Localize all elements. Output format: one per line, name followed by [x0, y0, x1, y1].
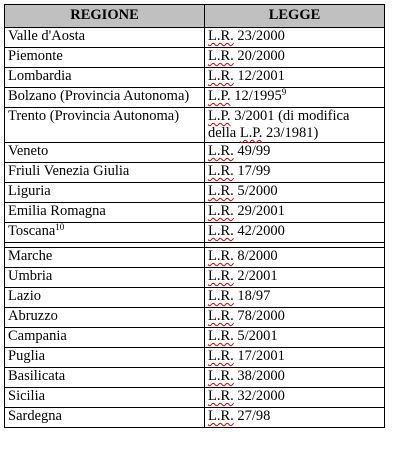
law-cell	[205, 163, 385, 183]
region-name: Bolzano (Provincia Autonoma)	[8, 88, 190, 104]
law-number: 12/1995	[230, 88, 282, 104]
table-row	[5, 368, 385, 388]
law-prefix: L.R.	[208, 163, 234, 179]
region-cell	[5, 68, 205, 88]
footnote-ref: 10	[55, 222, 65, 232]
law-number: 42/2000	[233, 223, 285, 239]
region-name: Emilia Romagna	[8, 203, 106, 219]
region-name: Piemonte	[8, 48, 63, 64]
law-number: 17/99	[233, 163, 271, 179]
law-prefix: L.R.	[208, 48, 234, 64]
law-prefix: L.R.	[208, 28, 234, 44]
table-row	[5, 268, 385, 288]
regional-laws-table-wrapper	[4, 4, 385, 428]
law-number: 20/2000	[233, 48, 285, 64]
law-cell	[205, 248, 385, 268]
law-cell	[205, 28, 385, 48]
region-name: Liguria	[8, 183, 51, 199]
region-name: Veneto	[8, 143, 49, 159]
law-prefix: L.R.	[208, 328, 234, 344]
law-prefix: L.R.	[208, 308, 234, 324]
region-name: Friuli Venezia Giulia	[8, 163, 130, 179]
law-prefix: L.R.	[208, 203, 234, 219]
region-cell	[5, 48, 205, 68]
law-cell	[205, 203, 385, 223]
law-prefix: L.R.	[208, 388, 234, 404]
region-name: Umbria	[8, 268, 53, 284]
table-group-1	[5, 28, 385, 243]
table-row	[5, 248, 385, 268]
law-cell	[205, 183, 385, 203]
table-row	[5, 28, 385, 48]
footnote-ref: 9	[281, 87, 287, 97]
region-cell	[5, 288, 205, 308]
law-cell	[205, 268, 385, 288]
table-row	[5, 408, 385, 428]
law-number: 49/99	[233, 143, 271, 159]
law-prefix: L.R.	[208, 143, 234, 159]
law-number: 5/2000	[233, 183, 278, 199]
law-prefix: L.R.	[208, 183, 234, 199]
law-cell	[205, 388, 385, 408]
law-number: 27/98	[233, 408, 271, 424]
region-name: Abruzzo	[8, 308, 58, 324]
header-regione: REGIONE	[5, 5, 205, 28]
region-name: Campania	[8, 328, 67, 344]
law-prefix: L.R.	[208, 68, 234, 84]
law-prefix: L.P.	[208, 88, 231, 104]
law-cell	[205, 408, 385, 428]
region-name: Basilicata	[8, 368, 66, 384]
region-name: Toscana	[8, 223, 56, 239]
law-prefix: L.R.	[208, 223, 234, 239]
region-name: Valle d'Aosta	[8, 28, 86, 44]
law-prefix: L.P.	[208, 108, 231, 124]
region-cell	[5, 28, 205, 48]
law-number: 8/2000	[233, 248, 278, 264]
table-row	[5, 108, 385, 143]
region-cell	[5, 223, 205, 243]
table-group-2	[5, 248, 385, 428]
region-cell	[5, 308, 205, 328]
table-row	[5, 288, 385, 308]
law-number: 38/2000	[233, 368, 285, 384]
law-cell	[205, 223, 385, 243]
law-cell	[205, 143, 385, 163]
law-cell	[205, 88, 385, 108]
region-cell	[5, 203, 205, 223]
law-cell	[205, 288, 385, 308]
law-cell	[205, 328, 385, 348]
law-number: 5/2001	[233, 328, 278, 344]
table-row	[5, 143, 385, 163]
region-name: Lombardia	[8, 68, 72, 84]
table-row	[5, 48, 385, 68]
law-cell	[205, 48, 385, 68]
law-prefix: L.R.	[208, 368, 234, 384]
region-cell	[5, 268, 205, 288]
region-cell	[5, 183, 205, 203]
region-cell	[5, 408, 205, 428]
region-cell	[5, 328, 205, 348]
region-cell	[5, 108, 205, 143]
law-number: 23/1981)	[262, 125, 319, 141]
region-cell	[5, 388, 205, 408]
region-cell	[5, 368, 205, 388]
law-prefix: L.R.	[208, 248, 234, 264]
table-row	[5, 308, 385, 328]
law-number: 2/2001	[233, 268, 278, 284]
law-cell	[205, 368, 385, 388]
header-legge: LEGGE	[205, 5, 385, 28]
table-row	[5, 163, 385, 183]
table-row	[5, 68, 385, 88]
law-number: 12/2001	[233, 68, 285, 84]
law-prefix: L.P.	[239, 125, 263, 141]
region-name: Sicilia	[8, 388, 46, 404]
law-cell	[205, 348, 385, 368]
region-name: Lazio	[8, 288, 42, 304]
law-number: 3/2001 (di modifica	[230, 108, 350, 124]
law-continuation: della	[208, 125, 240, 141]
regional-laws-table	[4, 4, 385, 428]
law-number: 32/2000	[233, 388, 285, 404]
law-prefix: L.R.	[208, 288, 234, 304]
table-row	[5, 203, 385, 223]
table-row	[5, 183, 385, 203]
law-prefix: L.R.	[208, 348, 234, 364]
law-number: 18/97	[233, 288, 271, 304]
region-cell	[5, 163, 205, 183]
table-row	[5, 223, 385, 243]
table-row	[5, 388, 385, 408]
region-cell	[5, 248, 205, 268]
law-cell	[205, 108, 385, 143]
table-row	[5, 88, 385, 108]
region-name: Trento (Provincia Autonoma)	[8, 108, 180, 124]
law-prefix: L.R.	[208, 408, 234, 424]
law-cell	[205, 68, 385, 88]
law-prefix: L.R.	[208, 268, 234, 284]
table-header-row	[5, 5, 385, 28]
table-row	[5, 348, 385, 368]
law-cell	[205, 308, 385, 328]
law-number: 17/2001	[233, 348, 285, 364]
law-number: 78/2000	[233, 308, 285, 324]
region-name: Sardegna	[8, 408, 62, 424]
region-cell	[5, 88, 205, 108]
region-name: Marche	[8, 248, 53, 264]
region-cell	[5, 143, 205, 163]
law-number: 29/2001	[233, 203, 285, 219]
law-number: 23/2000	[233, 28, 285, 44]
region-cell	[5, 348, 205, 368]
table-row	[5, 328, 385, 348]
region-name: Puglia	[8, 348, 46, 364]
